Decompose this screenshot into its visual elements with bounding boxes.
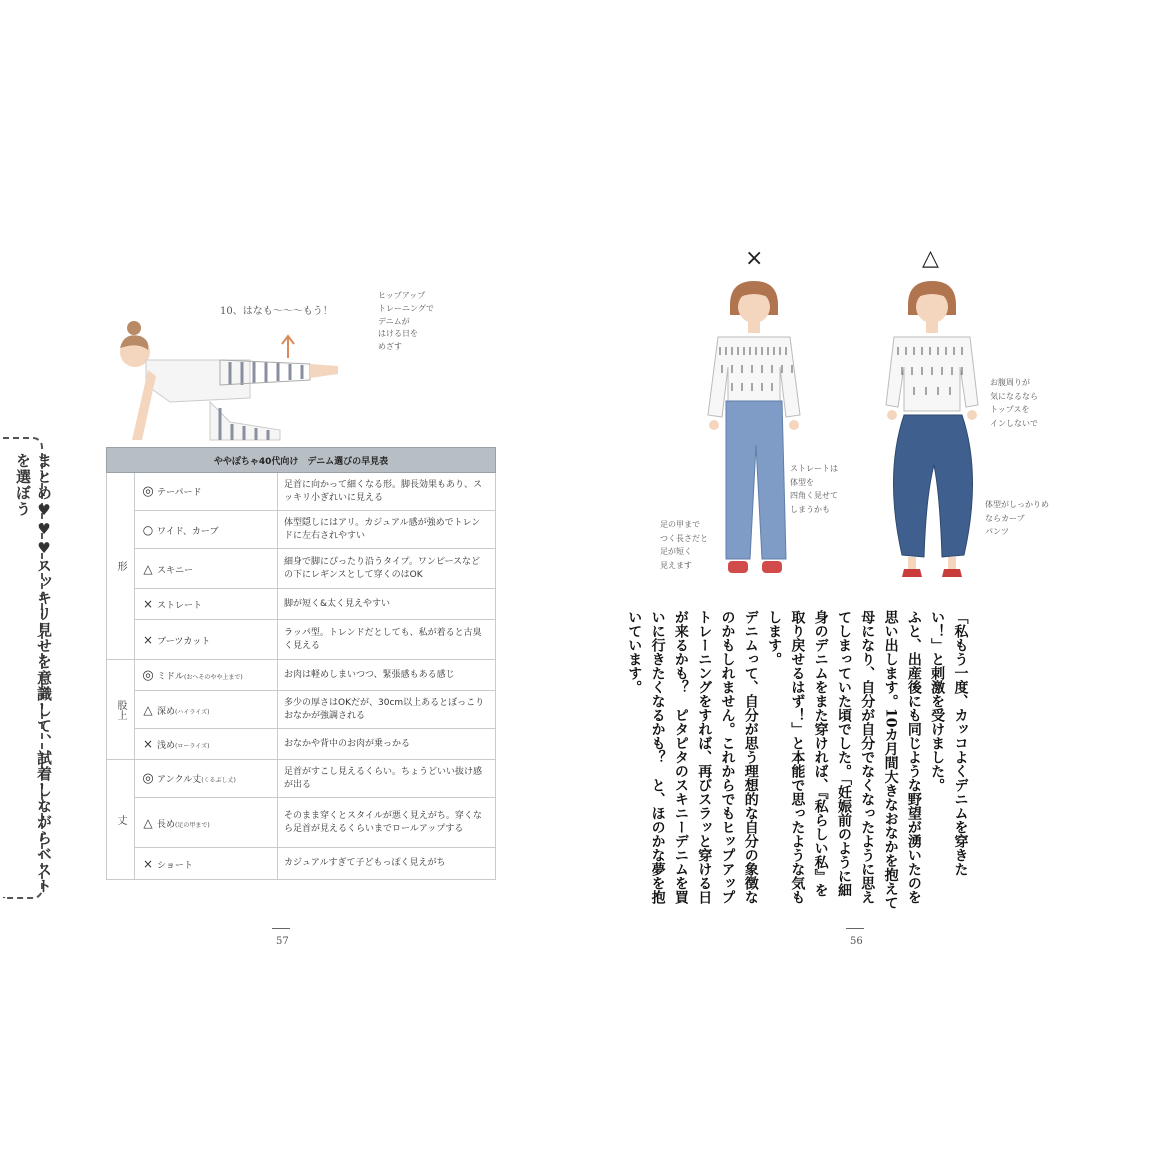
table-row <box>107 691 496 729</box>
type-label: ストレート <box>157 601 203 611</box>
folio-rule <box>846 928 864 929</box>
long-hem-note: 足の甲まで つく長さだと 足が短く 見えます <box>660 520 708 570</box>
type-note: (足の甲まで) <box>175 821 210 829</box>
type-note: (くるぶし丈) <box>201 777 236 784</box>
table-row <box>107 660 496 691</box>
type-description: 体型隠しにはアリ。カジュアル感が強めでトレンドに左右されやすい <box>278 511 496 549</box>
table-row <box>107 473 496 511</box>
curved-jeans-figure <box>878 275 988 595</box>
type-description: 多少の厚さはOKだが、30cm以上あるとぼっこりおなかが強調される <box>278 691 496 729</box>
type-description: ラッパ型。トレンドだとしても、私が着ると古臭く見える <box>278 620 496 660</box>
type-label: スキニー <box>157 565 194 576</box>
counting-note: 10、はなも〜〜〜もう！ <box>220 306 333 317</box>
table-row <box>107 848 496 880</box>
bad-symbol-icon: × <box>142 737 154 751</box>
category-cell: 丈 <box>107 760 135 880</box>
type-label: 深め <box>157 706 176 717</box>
bad-symbol-icon: × <box>142 856 154 871</box>
table-row <box>107 760 496 798</box>
fair-mark-icon: △ <box>922 246 939 271</box>
type-label: 長め <box>157 819 176 830</box>
type-label: アンクル丈 <box>157 775 202 785</box>
excellent-symbol-icon: ◎ <box>142 771 154 786</box>
type-label: ミドル <box>157 671 185 682</box>
page-number-right: 56 <box>850 936 863 947</box>
table-row <box>107 798 496 848</box>
type-note: (おへそのやや上まで) <box>184 673 243 681</box>
table-title: ややぽちゃ40代向け デニム選びの早見表 <box>107 448 496 473</box>
fair-symbol-icon: △ <box>143 815 153 830</box>
bad-symbol-icon: × <box>142 632 154 647</box>
bad-symbol-icon: × <box>142 597 154 611</box>
hip-up-training-illustration <box>110 290 490 450</box>
fair-symbol-icon: △ <box>143 561 153 576</box>
curve-pants-note: 体型がしっかりめ ならカーブ パンツ <box>985 500 1049 537</box>
fair-symbol-icon: △ <box>143 702 153 717</box>
table-row <box>107 729 496 760</box>
type-note: (ハイライズ) <box>175 708 210 716</box>
type-description: 脚が短く&太く見えやすい <box>278 589 496 620</box>
table-row <box>107 589 496 620</box>
excellent-symbol-icon: ◎ <box>142 484 154 499</box>
type-label: ブーツカット <box>157 636 211 647</box>
body-paragraph: 「私もう一度、カッコよくデニムを穿きたい！」と刺激を受けました。 <box>929 610 969 876</box>
tops-tuck-note: お腹周りが 気になるなら トップスを インしないで <box>990 378 1038 428</box>
table-row <box>107 511 496 549</box>
category-cell: 形 <box>107 473 135 660</box>
type-label: ショート <box>157 860 193 871</box>
straight-jeans-figure <box>700 275 810 595</box>
table-row <box>107 620 496 660</box>
page-number-left: 57 <box>276 936 289 947</box>
table-row <box>107 549 496 589</box>
type-description: 足首に向かって細くなる形。脚長効果もあり、スッキリ小ぎれいに見える <box>278 473 496 511</box>
ng-mark-icon: × <box>745 246 764 271</box>
category-cell: 股上 <box>107 660 135 760</box>
type-note: (ローライズ) <box>175 743 210 750</box>
summary-side-tab <box>3 437 53 899</box>
type-label: 浅め <box>157 741 176 751</box>
body-text <box>622 610 971 910</box>
denim-choice-table <box>106 447 496 880</box>
body-paragraph: ふと、出産後にも同じような野望が湧いたのを思い出します。10カ月間大きなおなかを抱えて母になり、自分が自分でなくなったように思えてしまっていた頃でした。「妊娠前のように細身のデニムをまた穿ければ、『私らしい私』を取り戻せるはず！」と本能で思ったような気もします。 <box>766 610 922 910</box>
type-description: 細身で脚にぴったり沿うタイプ。ワンピースなどの下にレギンスとして穿くのはOK <box>278 549 496 589</box>
type-label: ワイド、カーブ <box>157 526 219 537</box>
excellent-symbol-icon: ◎ <box>142 667 154 683</box>
type-description: おなかや背中のお肉が乗っかる <box>278 729 496 760</box>
straight-jeans-note: ストレートは 体型を 四角く見せて しまうかも <box>790 464 838 514</box>
summary-side-tab-text: まとめ♥♥♥スッキリ見せを意識して、試着しながらベストを選ぼう <box>14 453 53 894</box>
body-paragraph: デニムって、自分が思う理想的な自分の象徴なのかもしれません。これからでもヒップアップトレーニングをすれば、再びスラッと穿ける日が来るかも？ ピタピタのスキニーデニムを買いに行きたくなるかも？ と、ほのかな夢を抱いています。 <box>626 610 759 904</box>
type-description: お肉は軽めしまいつつ、緊張感もある感じ <box>278 660 496 691</box>
hip-up-note: ヒップアップ トレーニングで デニムが はける日を めざす <box>378 291 434 352</box>
type-description: そのまま穿くとスタイルが悪く見えがち。穿くなら足首が見えるくらいまでロールアップする <box>278 798 496 848</box>
type-description: カジュアルすぎて子どもっぽく見えがち <box>278 848 496 880</box>
good-symbol-icon: ○ <box>142 522 154 537</box>
folio-rule <box>272 928 290 929</box>
type-label: テーパード <box>157 488 202 498</box>
type-description: 足首がすこし見えるくらい。ちょうどいい抜け感が出る <box>278 760 496 798</box>
